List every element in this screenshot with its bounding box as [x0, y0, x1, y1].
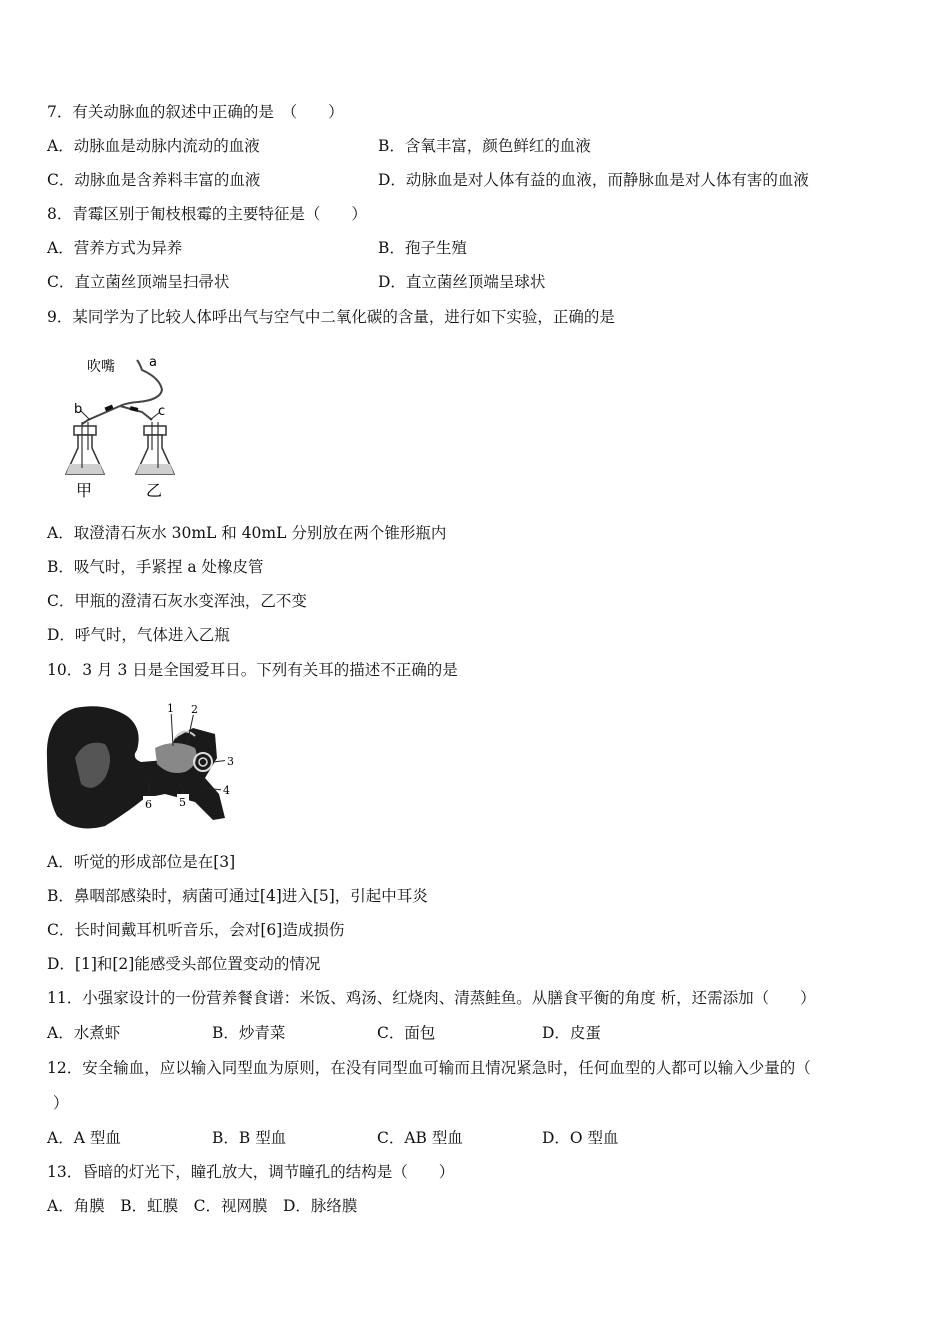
ear-label-5: 5: [179, 796, 186, 809]
q13-options: A．角膜 B．虹膜 C．视网膜 D．脉络膜: [47, 1197, 358, 1215]
fig-label-c: c: [158, 404, 166, 419]
q12-option-a: A．A 型血: [47, 1129, 121, 1147]
q9-option-b: B．吸气时，手紧捏 a 处橡皮管: [47, 558, 264, 576]
ear-label-2: 2: [191, 703, 198, 716]
q8-option-d: D．直立菌丝顶端呈球状: [378, 273, 546, 291]
q10-stem: 10．3 月 3 日是全国爱耳日。下列有关耳的描述不正确的是: [47, 661, 458, 679]
ear-label-3: 3: [227, 755, 234, 768]
q8-option-b: B．孢子生殖: [378, 239, 467, 257]
q7-option-a: A．动脉血是动脉内流动的血液: [47, 137, 260, 155]
q9-option-c: C．甲瓶的澄清石灰水变浑浊，乙不变: [47, 592, 307, 610]
fig-label-a: a: [149, 355, 157, 370]
q7-option-c: C．动脉血是含养料丰富的血液: [47, 171, 261, 189]
q7-option-b: B．含氧丰富，颜色鲜红的血液: [378, 137, 591, 155]
q7-stem: 7．有关动脉血的叙述中正确的是 （ ）: [47, 103, 344, 121]
fig-label-mouthpiece: 吹嘴: [87, 359, 115, 375]
q7-option-d: D．动脉血是对人体有益的血液，而静脉血是对人体有害的血液: [378, 171, 809, 189]
q9-option-a: A．取澄清石灰水 30mL 和 40mL 分别放在两个锥形瓶内: [47, 524, 447, 542]
q12-option-b: B．B 型血: [212, 1129, 287, 1147]
fig-label-yi: 乙: [146, 481, 163, 500]
ear-label-1: 1: [167, 702, 174, 715]
q8-option-a: A．营养方式为异养: [47, 239, 183, 257]
fig-label-jia: 甲: [76, 481, 93, 500]
q10-option-d: D．[1]和[2]能感受头部位置变动的情况: [47, 955, 321, 973]
q11-option-a: A．水煮虾: [47, 1024, 121, 1042]
q10-option-b: B．鼻咽部感染时，病菌可通过[4]进入[5]，引起中耳炎: [47, 887, 428, 905]
q12-stem: 12．安全输血，应以输入同型血为原则，在没有同型血可输而且情况紧急时，任何血型的人都可以输入少量的（: [47, 1059, 811, 1077]
q9-breathing-apparatus-figure: [60, 350, 190, 502]
q9-option-d: D．呼气时，气体进入乙瓶: [47, 626, 230, 644]
flask-yi: [136, 422, 174, 474]
q10-option-a: A．听觉的形成部位是在[3]: [47, 853, 236, 871]
q10-option-c: C．长时间戴耳机听音乐，会对[6]造成损伤: [47, 921, 345, 939]
tube-to-jia: [82, 406, 120, 424]
q11-stem: 11．小强家设计的一份营养餐食谱：米饭、鸡汤、红烧肉、清蒸鲑鱼。从膳食平衡的角度 析，还需添加（ ）: [47, 989, 816, 1007]
fig-label-b: b: [74, 402, 83, 417]
flask-jia: [66, 422, 104, 474]
q10-ear-structure-figure: [45, 698, 237, 834]
q13-stem: 13．昏暗的灯光下，瞳孔放大，调节瞳孔的结构是（ ）: [47, 1163, 455, 1181]
q8-stem: 8．青霉区别于匍枝根霉的主要特征是（ ）: [47, 205, 367, 223]
q8-option-c: C．直立菌丝顶端呈扫帚状: [47, 273, 230, 291]
ear-label-6: 6: [145, 798, 152, 811]
q12-stem-continued: ）: [53, 1094, 69, 1112]
q11-option-c: C．面包: [377, 1024, 436, 1042]
q12-option-c: C．AB 型血: [377, 1129, 463, 1147]
ear-label-4: 4: [223, 784, 230, 797]
q11-option-b: B．炒青菜: [212, 1024, 286, 1042]
q11-option-d: D．皮蛋: [542, 1024, 601, 1042]
q9-stem: 9．某同学为了比较人体呼出气与空气中二氧化碳的含量，进行如下实验，正确的是: [47, 308, 615, 326]
q12-option-d: D．O 型血: [542, 1129, 619, 1147]
